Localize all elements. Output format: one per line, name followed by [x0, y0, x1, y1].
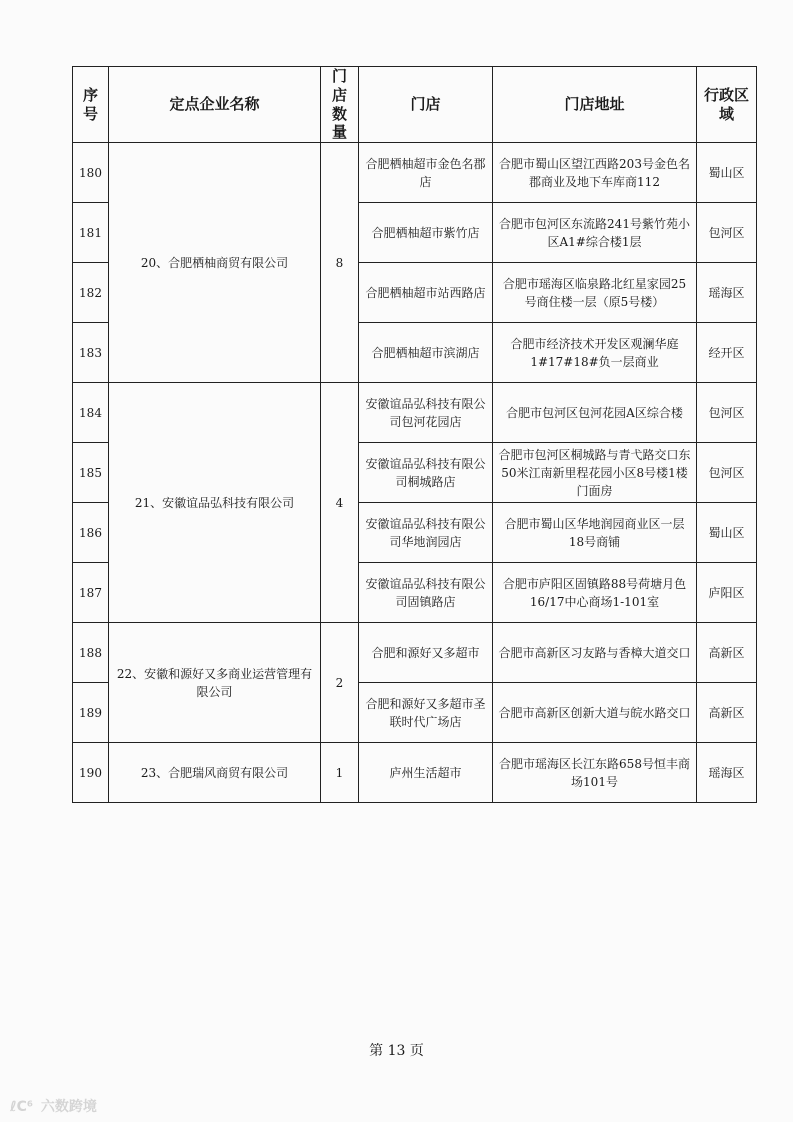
stores-table	[72, 66, 757, 803]
watermark-logo: ℓC⁶	[10, 1099, 34, 1115]
store-address: 合肥市瑶海区长江东路658号恒丰商场101号	[493, 743, 697, 803]
header-store: 门店	[359, 67, 493, 143]
store-address: 合肥市包河区东流路241号紫竹苑小区A1#综合楼1层	[493, 203, 697, 263]
store-count: 2	[321, 623, 359, 743]
store-count: 8	[321, 143, 359, 383]
store-address: 合肥市高新区习友路与香樟大道交口	[493, 623, 697, 683]
row-seq: 187	[73, 563, 109, 623]
store-name: 合肥和源好又多超市	[359, 623, 493, 683]
company-name: 20、合肥栖柚商贸有限公司	[109, 143, 321, 383]
store-name: 安徽谊品弘科技有限公司固镇路店	[359, 563, 493, 623]
company-name: 23、合肥瑞风商贸有限公司	[109, 743, 321, 803]
row-seq: 184	[73, 383, 109, 443]
header-row	[73, 67, 757, 143]
header-address: 门店地址	[493, 67, 697, 143]
store-address: 合肥市经济技术开发区观澜华庭1#17#18#负一层商业	[493, 323, 697, 383]
store-address: 合肥市瑶海区临泉路北红星家园25号商住楼一层（原5号楼）	[493, 263, 697, 323]
row-seq: 190	[73, 743, 109, 803]
row-seq: 181	[73, 203, 109, 263]
row-seq: 186	[73, 503, 109, 563]
store-name: 合肥和源好又多超市圣联时代广场店	[359, 683, 493, 743]
table-row	[73, 383, 757, 443]
store-district: 庐阳区	[697, 563, 757, 623]
store-address: 合肥市包河区包河花园A区综合楼	[493, 383, 697, 443]
row-seq: 185	[73, 443, 109, 503]
table-row	[73, 743, 757, 803]
store-address: 合肥市蜀山区华地润园商业区一层18号商铺	[493, 503, 697, 563]
store-district: 经开区	[697, 323, 757, 383]
company-name: 21、安徽谊品弘科技有限公司	[109, 383, 321, 623]
store-address: 合肥市庐阳区固镇路88号荷塘月色16/17中心商场1-101室	[493, 563, 697, 623]
store-name: 庐州生活超市	[359, 743, 493, 803]
store-district: 瑶海区	[697, 743, 757, 803]
store-district: 蜀山区	[697, 143, 757, 203]
store-count: 1	[321, 743, 359, 803]
store-address: 合肥市蜀山区望江西路203号金色名郡商业及地下车库商112	[493, 143, 697, 203]
store-name: 合肥栖柚超市紫竹店	[359, 203, 493, 263]
header-company: 定点企业名称	[109, 67, 321, 143]
row-seq: 180	[73, 143, 109, 203]
page-number: 第 13 页	[369, 1043, 424, 1059]
company-name: 22、安徽和源好又多商业运营管理有限公司	[109, 623, 321, 743]
row-seq: 188	[73, 623, 109, 683]
row-seq: 183	[73, 323, 109, 383]
store-district: 瑶海区	[697, 263, 757, 323]
store-name: 合肥栖柚超市滨湖店	[359, 323, 493, 383]
store-district: 包河区	[697, 203, 757, 263]
store-district: 包河区	[697, 443, 757, 503]
store-name: 合肥栖柚超市站西路店	[359, 263, 493, 323]
watermark-text: 六数跨境	[40, 1099, 97, 1115]
store-district: 高新区	[697, 623, 757, 683]
table-row	[73, 623, 757, 683]
header-district: 行政区域	[697, 67, 757, 143]
store-name: 安徽谊品弘科技有限公司包河花园店	[359, 383, 493, 443]
store-district: 包河区	[697, 383, 757, 443]
store-name: 安徽谊品弘科技有限公司桐城路店	[359, 443, 493, 503]
table-row	[73, 143, 757, 203]
header-seq: 序号	[73, 67, 109, 143]
store-district: 蜀山区	[697, 503, 757, 563]
store-name: 合肥栖柚超市金色名郡店	[359, 143, 493, 203]
row-seq: 182	[73, 263, 109, 323]
row-seq: 189	[73, 683, 109, 743]
store-name: 安徽谊品弘科技有限公司华地润园店	[359, 503, 493, 563]
store-address: 合肥市包河区桐城路与青弋路交口东50米江南新里程花园小区8号楼1楼门面房	[493, 443, 697, 503]
store-count: 4	[321, 383, 359, 623]
store-address: 合肥市高新区创新大道与皖水路交口	[493, 683, 697, 743]
store-district: 高新区	[697, 683, 757, 743]
header-count: 门店数量	[321, 67, 359, 143]
watermark	[10, 1096, 97, 1116]
